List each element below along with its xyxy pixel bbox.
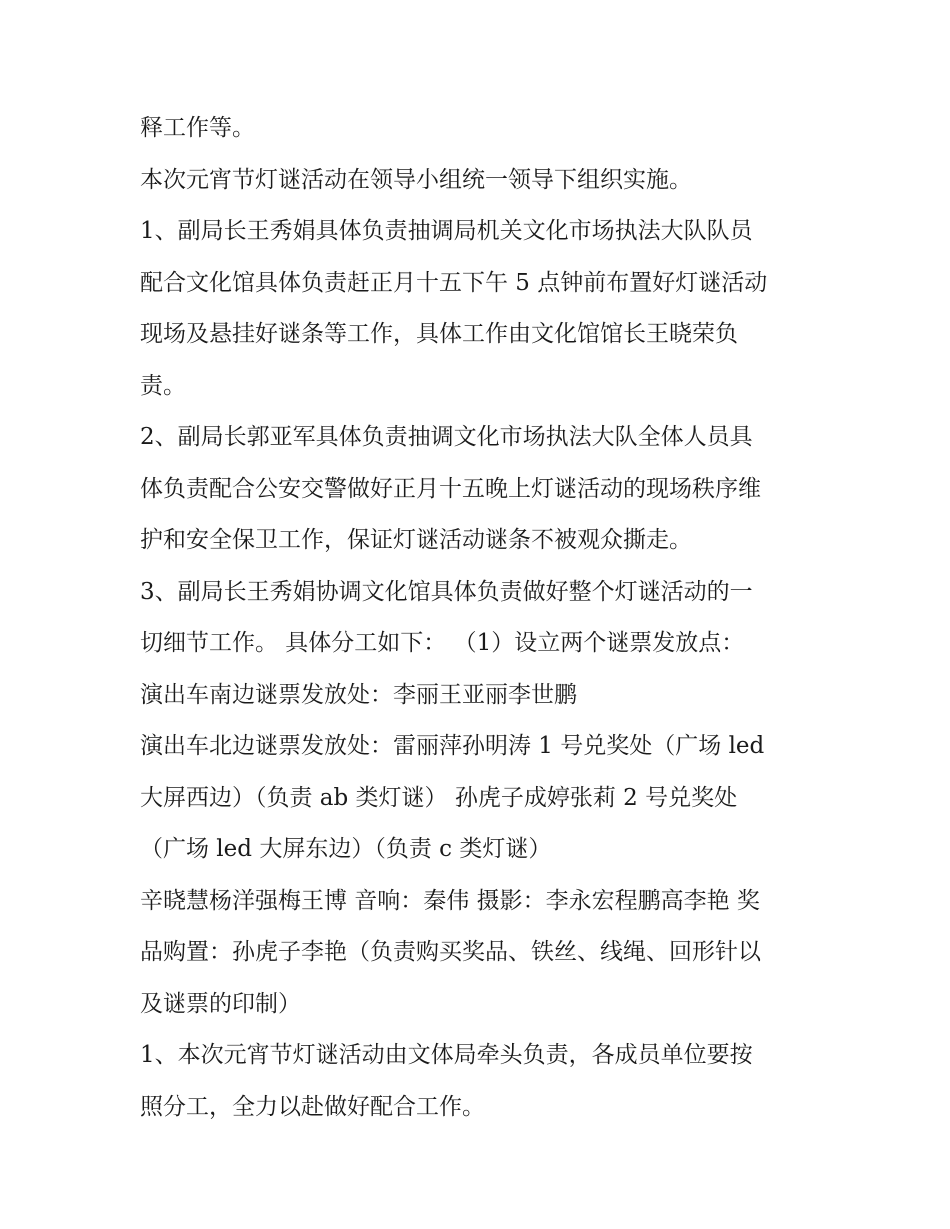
text-line: 切细节工作。 具体分工如下： （1）设立两个谜票发放点：	[140, 630, 745, 656]
text-line: 配合文化馆具体负责赶正月十五下午 5 点钟前布置好灯谜活动	[140, 269, 768, 296]
text-line: 2、副局长郭亚军具体负责抽调文化市场执法大队全体人员具	[140, 424, 753, 450]
text-line: 演出车北边谜票发放处：雷丽萍孙明涛 1 号兑奖处（广场 led	[140, 733, 765, 759]
text-line: 3、副局长王秀娟协调文化馆具体负责做好整个灯谜活动的一	[140, 578, 753, 605]
text-line: 1、本次元宵节灯谜活动由文体局牵头负责，各成员单位要按	[140, 1042, 753, 1068]
text-line: 辛晓慧杨洋强梅王博 音响：秦伟 摄影：李永宏程鹏高李艳 奖	[140, 887, 760, 914]
text-line: 体负责配合公安交警做好正月十五晚上灯谜活动的现场秩序维	[140, 475, 761, 502]
text-line: 现场及悬挂好谜条等工作，具体工作由文化馆馆长王晓荣负	[140, 321, 738, 347]
text-line: 责。	[140, 372, 186, 399]
text-line: 1、副局长王秀娟具体负责抽调局机关文化市场执法大队队员	[140, 218, 753, 244]
text-line: 照分工，全力以赴做好配合工作。	[140, 1093, 485, 1120]
text-line: 大屏西边）（负责 ab 类灯谜） 孙虎子成婷张莉 2 号兑奖处	[140, 784, 738, 811]
text-line: 品购置：孙虎子李艳（负责购买奖品、铁丝、线绳、回形针以	[140, 939, 761, 965]
text-line: 护和安全保卫工作，保证灯谜活动谜条不被观众撕走。	[140, 527, 692, 553]
text-line: 释工作等。	[140, 115, 255, 141]
text-line: 本次元宵节灯谜活动在领导小组统一领导下组织实施。	[140, 166, 692, 193]
text-line: （广场 led 大屏东边）（负责 c 类灯谜）	[140, 836, 552, 862]
document-body	[140, 103, 820, 1133]
text-line: 及谜票的印制）	[140, 990, 301, 1017]
text-line: 演出车南边谜票发放处：李丽王亚丽李世鹏	[140, 681, 577, 708]
